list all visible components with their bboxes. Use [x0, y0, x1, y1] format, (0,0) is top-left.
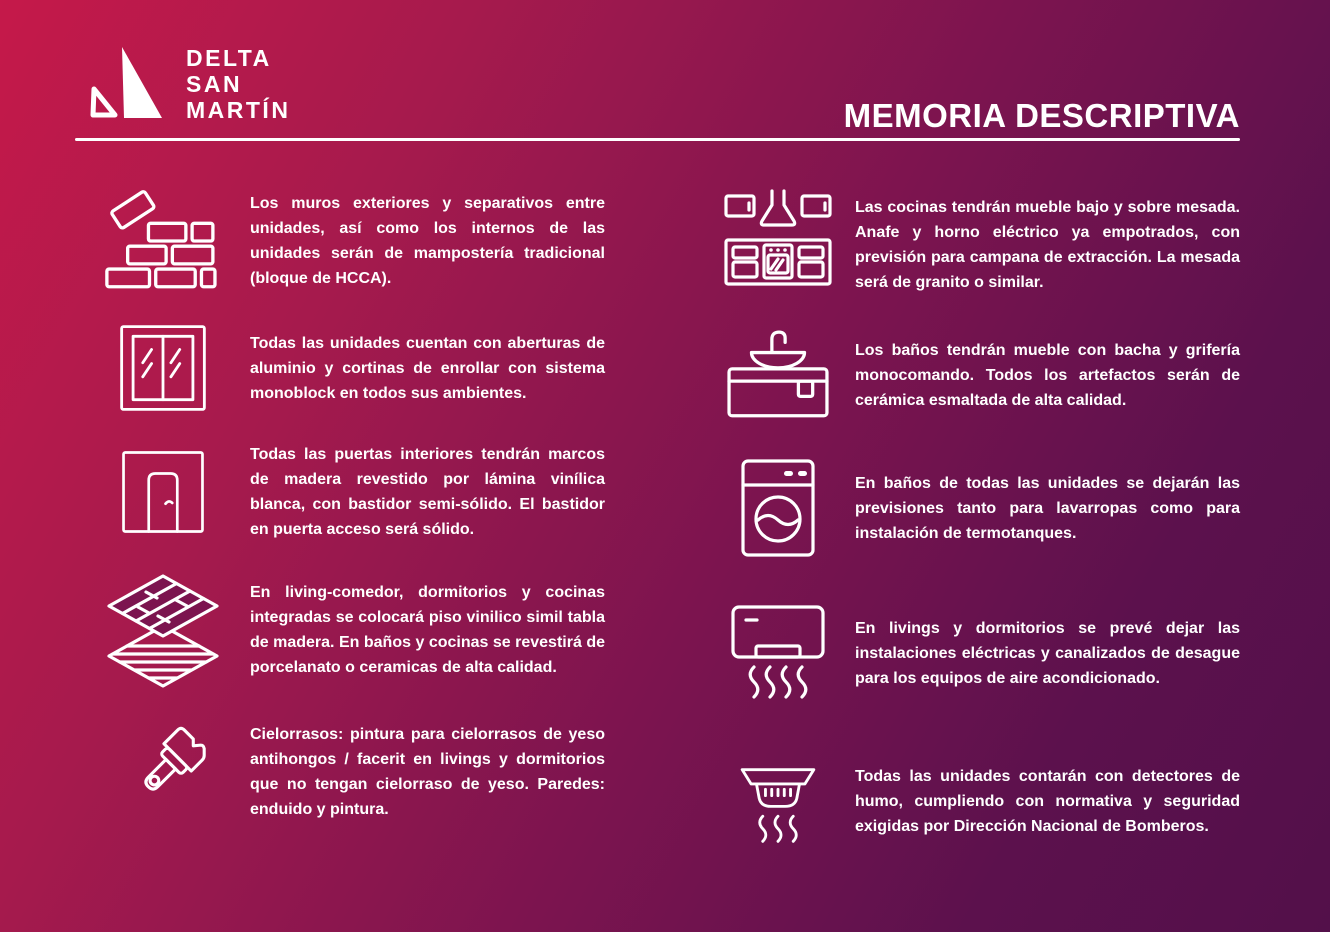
- feature-item-kitchen: [700, 188, 1240, 302]
- brand-logo: [88, 44, 290, 124]
- brand-name: [186, 45, 290, 123]
- flooring-icon: [75, 572, 250, 688]
- feature-text: En living-comedor, dormitorios y cocinas integradas se colocará piso vinilico simil tabla de madera. En baños y cocinas se revestirá de porcelanato o ceramicas de alta calidad.: [250, 584, 605, 676]
- feature-text: Los muros exteriores y separativos entre unidades, así como los internos de las unidades serán de mampostería tradicional (bloque de HCCA).: [250, 195, 605, 287]
- feature-text: Todas las unidades cuentan con aberturas de aluminio y cortinas de enrollar con sistema monoblock en todos sus ambientes.: [250, 334, 605, 402]
- air-conditioner-icon: [700, 604, 855, 702]
- feature-text: Los baños tendrán mueble con bacha y grifería monocomando. Todos los artefactos serán de cerámica esmaltada de alta calidad.: [855, 341, 1240, 409]
- washing-machine-icon: [700, 458, 855, 558]
- brand-name-line: SAN: [186, 71, 243, 97]
- brand-name-line: DELTA: [186, 45, 272, 71]
- feature-item-bathroom: [700, 328, 1240, 422]
- kitchen-icon: [700, 188, 855, 302]
- feature-text: Cielorrasos: pintura para cielorrasos de yeso antihongos / facerit en livings y dormitorios que no tengan cielorraso de yeso. Paredes: enduido y pintura.: [250, 726, 605, 818]
- feature-item-walls: [75, 188, 605, 294]
- paint-brush-icon: [75, 718, 250, 826]
- feature-item-smoke-detectors: [700, 750, 1240, 852]
- feature-item-air-conditioning: [700, 604, 1240, 702]
- content: [0, 142, 1330, 932]
- door-icon: [75, 446, 250, 538]
- feature-text: En livings y dormitorios se prevé dejar las instalaciones eléctricas y canalizados de desague para los equipos de aire acondicionado.: [855, 619, 1240, 687]
- bathroom-sink-icon: [700, 328, 855, 422]
- header-divider: [75, 138, 1240, 141]
- feature-text: Las cocinas tendrán mueble bajo y sobre mesada. Anafe y horno eléctrico ya empotrados, con previsión para campana de extracción. La mesada será de granito o similar.: [855, 199, 1240, 291]
- smoke-detector-icon: [700, 750, 855, 852]
- left-column: [75, 188, 605, 932]
- feature-text: Todas las puertas interiores tendrán marcos de madera revestido por lámina vinílica blanca, con bastidor semi-sólido. El bastidor en puerta acceso será sólido.: [250, 446, 605, 538]
- brand-name-line: MARTÍN: [186, 97, 291, 123]
- bricks-icon: [75, 188, 250, 294]
- delta-triangle-icon: [88, 44, 168, 124]
- feature-text: En baños de todas las unidades se dejarán las previsiones tanto para lavarropas como para instalación de termotanques.: [855, 474, 1240, 542]
- feature-item-laundry: [700, 458, 1240, 558]
- feature-item-flooring: [75, 572, 605, 688]
- feature-item-windows: [75, 324, 605, 412]
- window-icon: [75, 324, 250, 412]
- page-title: MEMORIA DESCRIPTIVA: [843, 97, 1240, 134]
- right-column: [700, 188, 1240, 932]
- feature-text: Todas las unidades contarán con detectores de humo, cumpliendo con normativa y seguridad exigidas por Dirección Nacional de Bomberos.: [855, 767, 1240, 835]
- feature-item-doors: [75, 442, 605, 542]
- feature-item-paint: [75, 718, 605, 826]
